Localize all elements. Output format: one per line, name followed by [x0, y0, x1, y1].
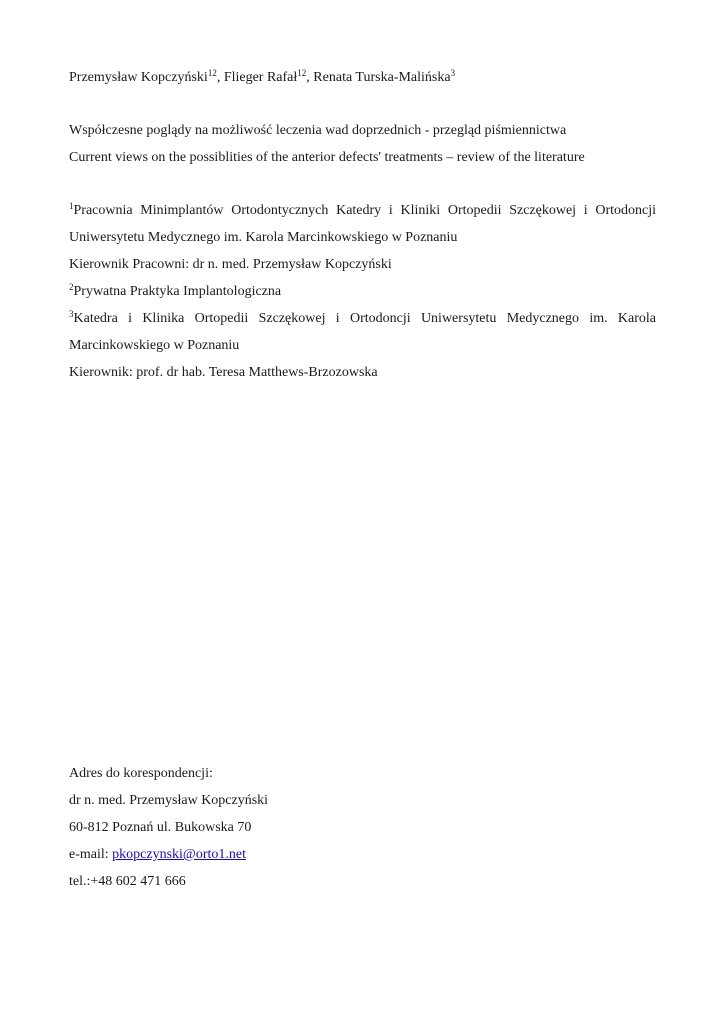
author-name: Renata Turska-Malińska — [313, 70, 451, 85]
affiliation-2-line1 — [69, 283, 281, 301]
title-polish: Współczesne poglądy na możliwość leczenia wad doprzednich - przegląd piśmiennictwa — [69, 123, 567, 138]
affiliation-number: 1 — [69, 201, 74, 211]
affiliation-1-line1 — [69, 202, 656, 220]
authors-line — [69, 69, 455, 87]
affiliation-number: 2 — [69, 282, 74, 292]
affiliation-1-line2: Uniwersytetu Medycznego im. Karola Marcinkowskiego w Poznaniu — [69, 230, 458, 245]
correspondence-email-line — [69, 846, 246, 864]
affiliation-3-line1 — [69, 310, 656, 328]
correspondence-address: 60-812 Poznań ul. Bukowska 70 — [69, 820, 252, 835]
title-english: Current views on the possiblities of the anterior defects' treatments – review of the literature — [69, 150, 585, 165]
correspondence-heading: Adres do korespondencji: — [69, 766, 213, 781]
author-affiliation: 12 — [207, 68, 217, 78]
affiliation-1-head: Kierownik Pracowni: dr n. med. Przemysław Kopczyński — [69, 257, 392, 272]
affiliation-3-line2: Marcinkowskiego w Poznaniu — [69, 338, 240, 353]
author-affiliation: 12 — [297, 68, 307, 78]
correspondence-name: dr n. med. Przemysław Kopczyński — [69, 793, 269, 808]
affiliation-text: Katedra i Klinika Ortopedii Szczękowej i Ortodoncji Uniwersytetu Medycznego im. Karola — [73, 311, 656, 326]
affiliation-number: 3 — [69, 309, 74, 319]
author-separator: , — [216, 70, 224, 85]
correspondence-phone: tel.:+48 602 471 666 — [69, 874, 186, 889]
author-affiliation: 3 — [450, 68, 456, 78]
affiliation-text: Prywatna Praktyka Implantologiczna — [73, 284, 282, 299]
author-name: Przemysław Kopczyński — [69, 70, 208, 85]
author-separator: , — [306, 70, 314, 85]
email-label: e-mail: — [69, 847, 113, 862]
author-name: Flieger Rafał — [223, 70, 298, 85]
affiliation-3-head: Kierownik: prof. dr hab. Teresa Matthews-Brzozowska — [69, 365, 378, 380]
email-link[interactable]: pkopczynski@orto1.net — [112, 847, 246, 862]
affiliation-text: Pracownia Minimplantów Ortodontycznych Katedry i Kliniki Ortopedii Szczękowej i Ortodoncji — [73, 203, 656, 218]
